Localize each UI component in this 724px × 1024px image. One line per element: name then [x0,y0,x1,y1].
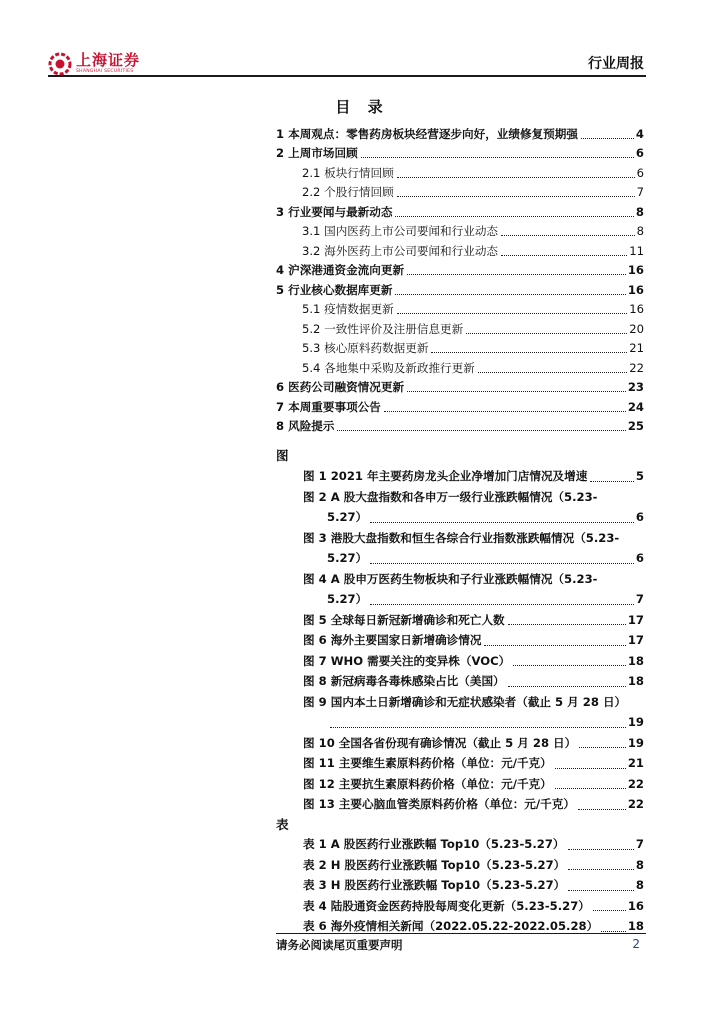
figure-entry-page: 7 [635,592,644,607]
table-entry-label: 表 4 陆股通资金医药持股每周变化更新（5.23-5.27） [303,898,590,913]
table-entry-page: 18 [627,919,644,934]
toc-leader-dots [407,274,626,275]
toc-entry-label: 3.2 海外医药上市公司要闻和行业动态 [302,243,499,258]
table-entry[interactable] [276,855,644,876]
figure-entry-label: 图 13 主要心脑血管类原料药价格（单位：元/千克） [303,797,575,812]
toc-entry-label: 5.4 各地集中采购及新政推行更新 [302,360,475,375]
toc-entry-page: 24 [627,399,644,414]
toc-entry-page: 21 [629,341,644,356]
toc-entry-page: 6 [636,165,644,180]
figure-entry-page: 19 [627,735,644,750]
figure-entry-label: 图 2 A 股大盘指数和各申万一级行业涨跌幅情况（5.23- [303,489,598,504]
figure-entry-page: 17 [627,633,644,648]
company-logo [48,52,140,76]
page-number: 2 [632,937,640,951]
toc-leader-dots [407,391,626,392]
toc-leader-dots [508,624,626,625]
toc-leader-dots [568,849,634,850]
footer-disclaimer: 请务必阅读尾页重要声明 [276,938,403,952]
toc-subentry[interactable] [276,358,644,378]
page-header [0,0,724,80]
figure-entry-page: 21 [627,756,644,771]
figure-entry-page: 18 [627,653,644,668]
toc-entry-page: 23 [627,380,644,395]
figure-entry[interactable] [276,466,644,487]
footer-divider [276,933,646,934]
figure-entry-page: 22 [627,797,644,812]
toc-subentry[interactable] [276,183,644,203]
toc-subentry[interactable] [276,163,644,183]
figure-list-heading: 图 [276,448,289,463]
toc-entry-label: 2.1 板块行情回顾 [302,165,394,180]
figure-entry[interactable] [276,671,644,692]
toc-leader-dots [508,686,626,687]
header-divider [48,75,646,77]
toc-leader-dots [601,931,626,932]
table-entry[interactable] [276,875,644,896]
toc-leader-dots [578,809,626,810]
toc-entry[interactable] [276,261,644,281]
figure-entry-label: 图 1 2021 年主要药房龙头企业净增加门店情况及增速 [303,469,588,484]
toc-leader-dots [337,430,625,431]
toc-leader-dots [397,196,635,197]
toc-entry-label: 8 风险提示 [276,419,335,434]
toc-leader-dots [568,890,634,891]
figure-entry[interactable] [276,692,644,713]
table-entry-label: 表 3 H 股医药行业涨跌幅 Top10（5.23-5.27） [303,878,566,893]
toc-entry-label: 2.2 个股行情回顾 [302,185,394,200]
figure-entry[interactable] [276,569,644,590]
figure-entry-page: 5 [635,469,644,484]
figure-entry[interactable] [276,528,644,549]
table-entry-page: 16 [627,898,644,913]
toc-leader-dots [370,522,634,523]
toc-entry[interactable] [276,417,644,437]
toc-entry-page: 8 [635,204,644,219]
toc-entry-label: 3 行业要闻与最新动态 [276,204,393,219]
toc-leader-dots [370,604,634,605]
toc-entry-page: 8 [636,224,644,239]
figure-entry-label: 图 7 WHO 需要关注的变异株（VOC） [303,653,511,668]
logo-english-name: SHANGHAI SECURITIES [76,69,134,75]
toc-leader-dots [593,910,626,911]
figure-entry-page: 22 [627,776,644,791]
toc-entry-label: 2 上周市场回顾 [276,146,358,161]
toc-leader-dots [555,768,626,769]
table-entry-page: 7 [635,837,644,852]
figure-entry-label: 图 5 全球每日新冠新增确诊和死亡人数 [303,612,505,627]
toc-leader-dots [397,313,628,314]
figure-entry-page: 19 [627,715,644,730]
toc-leader-dots [513,665,626,666]
toc-subentry[interactable] [276,241,644,261]
toc-entry-label: 5.2 一致性评价及注册信息更新 [302,321,464,336]
toc-entry-page: 25 [627,419,644,434]
table-entry-label: 表 6 海外疫情相关新闻（2022.05.22-2022.05.28） [303,919,599,934]
toc-entry[interactable] [276,397,644,417]
toc-leader-dots [478,372,627,373]
toc-leader-dots [330,727,626,728]
toc-subentry[interactable] [276,319,644,339]
toc-entry-page: 16 [627,263,644,278]
figure-entry-page: 6 [635,551,644,566]
toc-subentry[interactable] [276,339,644,359]
toc-list [276,124,644,436]
shanghai-securities-logo-icon [48,52,72,76]
toc-entry-label: 5.1 疫情数据更新 [302,302,394,317]
figure-list [276,466,644,815]
figure-entry-continuation[interactable] [276,589,644,610]
toc-leader-dots [484,645,625,646]
toc-subentry[interactable] [276,222,644,242]
figure-entry-continuation[interactable] [276,548,644,569]
toc-leader-dots [384,411,626,412]
toc-entry-page: 16 [629,302,644,317]
figure-entry-page: 17 [627,612,644,627]
figure-entry[interactable] [276,610,644,631]
figure-entry-label: 图 6 海外主要国家日新增确诊情况 [303,633,482,648]
figure-entry-page: 18 [627,674,644,689]
toc-entry[interactable] [276,144,644,164]
toc-entry-label: 7 本周重要事项公告 [276,399,381,414]
figure-entry-label: 图 11 主要维生素原料药价格（单位：元/千克） [303,756,552,771]
figure-entry-label: 图 9 国内本土日新增确诊和无症状感染者（截止 5 月 28 日） [303,694,627,709]
toc-leader-dots [397,177,635,178]
toc-leader-dots [579,747,626,748]
figure-entry-label: 图 10 全国各省份现有确诊情况（截止 5 月 28 日） [303,735,577,750]
toc-entry-label: 5.3 核心原料药数据更新 [302,341,429,356]
toc-entry-page: 11 [629,243,644,258]
figure-entry[interactable] [276,630,644,651]
table-entry[interactable] [276,896,644,917]
figure-entry-page: 6 [635,510,644,525]
toc-entry-page: 20 [629,321,644,336]
figure-entry[interactable] [276,487,644,508]
toc-leader-dots [361,157,634,158]
toc-leader-dots [581,138,634,139]
figure-entry-label: 图 12 主要抗生素原料药价格（单位：元/千克） [303,776,552,791]
figure-entry[interactable] [276,733,644,754]
table-entry-label: 表 1 A 股医药行业涨跌幅 Top10（5.23-5.27） [303,837,565,852]
figure-entry-continuation[interactable] [276,712,644,733]
toc-entry[interactable] [276,378,644,398]
figure-entry-label: 5.27） [327,510,368,525]
figure-entry-label: 图 4 A 股申万医药生物板块和子行业涨跌幅情况（5.23- [303,571,598,586]
toc-leader-dots [395,216,633,217]
table-entry-page: 8 [635,857,644,872]
toc-subentry[interactable] [276,300,644,320]
toc-entry-label: 5 行业核心数据库更新 [276,282,393,297]
toc-entry-label: 6 医药公司融资情况更新 [276,380,405,395]
toc-leader-dots [555,788,626,789]
toc-leader-dots [568,869,634,870]
toc-entry-label: 3.1 国内医药上市公司要闻和行业动态 [302,224,499,239]
figure-entry[interactable] [276,651,644,672]
report-type: 行业周报 [588,56,644,72]
table-entry[interactable] [276,834,644,855]
toc-leader-dots [431,352,627,353]
toc-entry-label: 1 本周观点：零售药房板块经营逐步向好，业绩修复预期强 [276,126,578,141]
figure-entry-label: 5.27） [327,551,368,566]
toc-entry[interactable] [276,202,644,222]
toc-entry[interactable] [276,280,644,300]
toc-leader-dots [590,481,634,482]
toc-leader-dots [370,563,634,564]
toc-entry-page: 7 [636,185,644,200]
figure-entry-label: 5.27） [327,592,368,607]
toc-entry[interactable] [276,124,644,144]
figure-entry-label: 图 8 新冠病毒各毒株感染占比（美国） [303,674,505,689]
table-entry-label: 表 2 H 股医药行业涨跌幅 Top10（5.23-5.27） [303,857,566,872]
figure-entry-continuation[interactable] [276,507,644,528]
figure-entry[interactable] [276,753,644,774]
logo-chinese-name: 上海证券 [76,51,141,70]
toc-leader-dots [395,294,625,295]
figure-entry-label: 图 3 港股大盘指数和恒生各综合行业指数涨跌幅情况（5.23- [303,530,620,545]
toc-entry-page: 4 [635,126,644,141]
toc-leader-dots [466,333,627,334]
toc-entry-page: 16 [627,282,644,297]
toc-leader-dots [501,255,627,256]
figure-entry[interactable] [276,774,644,795]
table-entry-page: 8 [635,878,644,893]
table-list-heading: 表 [276,817,289,832]
figure-entry[interactable] [276,794,644,815]
toc-title: 目 录 [335,98,389,116]
toc-entry-page: 6 [635,146,644,161]
toc-entry-page: 22 [629,360,644,375]
toc-leader-dots [501,235,635,236]
toc-entry-label: 4 沪深港通资金流向更新 [276,263,405,278]
table-list [276,834,644,937]
